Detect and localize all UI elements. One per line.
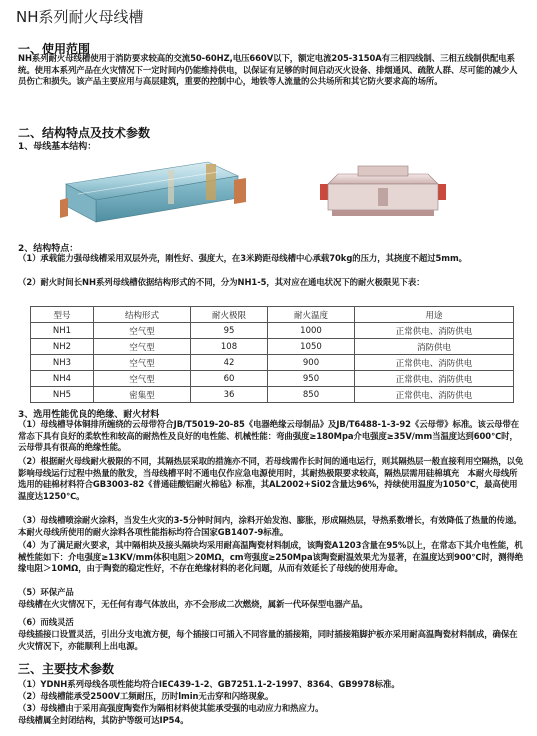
table-cell: 空气型 <box>94 371 191 387</box>
table-header-fire-limit: 耐火极限 <box>191 307 268 323</box>
table-header-fire-temp: 耐火温度 <box>268 307 355 323</box>
table-cell: NH4 <box>31 371 94 387</box>
busbar-photo-left <box>58 154 248 232</box>
table-header-row <box>31 307 514 323</box>
table-cell: NH2 <box>31 339 94 355</box>
busbar-photo-right <box>318 160 448 224</box>
table-row <box>31 355 514 371</box>
scope-paragraph: NH系列耐火母线槽使用于消防要求较高的交流50-60HZ,电压660V以下，额定电流205-3150A有三相四线制、三相五线制供配电系统。使用本系列产品在火灾情况下一定时间内仍能维持供电，以保证有足够的时间启动灭火设备、排烟通风、疏散人群、尽可能的减少人员伤亡和损失。该产品主要应用与高层建筑，重要的控制中心，地铁等人流量的公共场所和其它防火要求高的场所。 <box>18 53 518 87</box>
table-cell: 950 <box>268 371 355 387</box>
table-row <box>31 339 514 355</box>
materials-paragraph-3: （3）母线槽喷涂耐火涂料，当发生火灾的3-5分钟时间内，涂料开始发泡、膨胀，形成隔热层，导热系数增长，有效降低了热量的传递。本耐火母线所使用的耐火涂料各项性能指标均符合国家GB1407-9标准。 <box>18 515 522 537</box>
params-line-4: 母线槽属全封闭结构，其防护等级可达IP54。 <box>18 715 189 725</box>
params-line-3: （3）母线槽由于采用高强度陶瓷作为隔相材料使其能承受强的电动应力和热应力。 <box>18 703 324 713</box>
table-cell: 42 <box>191 355 268 371</box>
table-cell: 正常供电、消防供电 <box>355 371 514 387</box>
feature-paragraph-1: （1）承载能力强母线槽采用双层外壳，刚性好、强度大，在3米跨距母线槽中心承载70kg的压力，其挠度不超过5mm。 <box>18 253 467 263</box>
table-cell: 850 <box>268 387 355 403</box>
table-header-model: 型号 <box>31 307 94 323</box>
table-cell: NH5 <box>31 387 94 403</box>
table-cell: 正常供电、消防供电 <box>355 355 514 371</box>
subheading-basic-structure: 1、母线基本结构： <box>18 142 97 152</box>
params-line-1: （1）YDNH系列母线各项性能均符合IEC439-1-2、GB7251.1-2-1997、8364、GB9978标准。 <box>18 679 400 689</box>
table-row <box>31 371 514 387</box>
section-heading-scope: 一、使用范围 <box>18 42 91 56</box>
eco-paragraph: 母线槽在火灾情况下，无任何有毒气体放出，亦不会形成二次燃烧，属新一代环保型电器产品。 <box>18 599 368 609</box>
subheading-features: 2、结构特点： <box>18 244 79 254</box>
materials-paragraph-1: （1）母线槽导体铜排所缠绕的云母带符合JB/T5019-20-85《电器绝缘云母制品》及JB/T6488-1-3-92《云母带》标准。该云母带在常态下具有良好的柔软性和较高的耐热性及良好的电性能、机械性能：弯曲强度≥180Mpa介电强度≥35V/mm当温度达到600℃时，云母带具有很高的绝缘性能。 <box>18 419 520 453</box>
section-heading-params: 三、主要技术参数 <box>18 662 115 676</box>
subheading-materials: 3、选用性能优良的绝缘、耐火材料 <box>18 410 160 420</box>
table-cell: 空气型 <box>94 339 191 355</box>
table-row <box>31 387 514 403</box>
table-cell: 108 <box>191 339 268 355</box>
flexible-paragraph: 母线插接口设置灵活，引出分支电流方便，每个插接口可插入不同容量的插接箱，同时插接箱脚护板亦采用耐高温陶瓷材料制成，确保在火灾情况下，亦能顺利上出电源。 <box>18 629 518 651</box>
page-title: NH系列耐火母线槽 <box>16 8 144 26</box>
feature-paragraph-2: （2）耐火时间长NH系列母线槽依据结构形式的不同，分为NH1-5，其对应在通电状况下的耐火极限见下表： <box>18 277 425 287</box>
table-cell: NH3 <box>31 355 94 371</box>
table-cell: 36 <box>191 387 268 403</box>
table-cell: 900 <box>268 355 355 371</box>
table-cell: 密集型 <box>94 387 191 403</box>
table-cell: 1000 <box>268 323 355 339</box>
flexible-heading: （6）而线灵活 <box>18 617 74 627</box>
table-cell: 95 <box>191 323 268 339</box>
materials-paragraph-2: （2）根据耐火母线耐火极限的不同，其隔热层采取的措施亦不同，若母线需作长时间的通电运行，则其隔热层一般直接利用空隔热，以免影响母线运行过程中热量的散发，当母线槽平时不通电仅作应急电源使用时，其耐热极限要求较高，隔热层需用硅棉填充 本耐火母线所选用的硅棉材料符合GB3003-82《普通硅酸铝耐火棉毡》标准，其AL2002+Si02含量达96%，持续使用温度为1050℃，最高使用温度达1250℃。 <box>18 456 524 501</box>
table-cell: 60 <box>191 371 268 387</box>
params-line-2: （2）母线槽能承受2500V工频耐压，历时lmin无击穿和闪络现象。 <box>18 691 274 701</box>
table-header-usage: 用途 <box>355 307 514 323</box>
table-cell: NH1 <box>31 323 94 339</box>
table-cell: 空气型 <box>94 323 191 339</box>
table-cell: 1050 <box>268 339 355 355</box>
section-heading-structure: 二、结构特点及技术参数 <box>18 126 151 140</box>
table-cell: 正常供电、消防供电 <box>355 323 514 339</box>
table-cell: 正常供电、消防供电 <box>355 387 514 403</box>
fire-resistance-table <box>30 306 514 403</box>
table-cell: 消防供电 <box>355 339 514 355</box>
eco-heading: （5）环保产品 <box>18 587 74 597</box>
materials-paragraph-4: （4）为了满足耐火要求，其中隔相块及接头隔块均采用耐高温陶瓷材料制成，该陶瓷A1203含量在95%以上，在常态下其介电性能，机械性能如下：介电强度≥13KV/mm体积电阻＞20MΩ，cm弯强度≥250Mpa该陶瓷耐温效果尤为显著，在温度达到900℃时，测得绝缘电阻＞10MΩ，由于陶瓷的稳定性好，不存在绝缘材料的老化问题，从而有效延长了母线的使用寿命。 <box>18 540 524 574</box>
table-row <box>31 323 514 339</box>
table-cell: 空气型 <box>94 355 191 371</box>
table-header-structure: 结构形式 <box>94 307 191 323</box>
